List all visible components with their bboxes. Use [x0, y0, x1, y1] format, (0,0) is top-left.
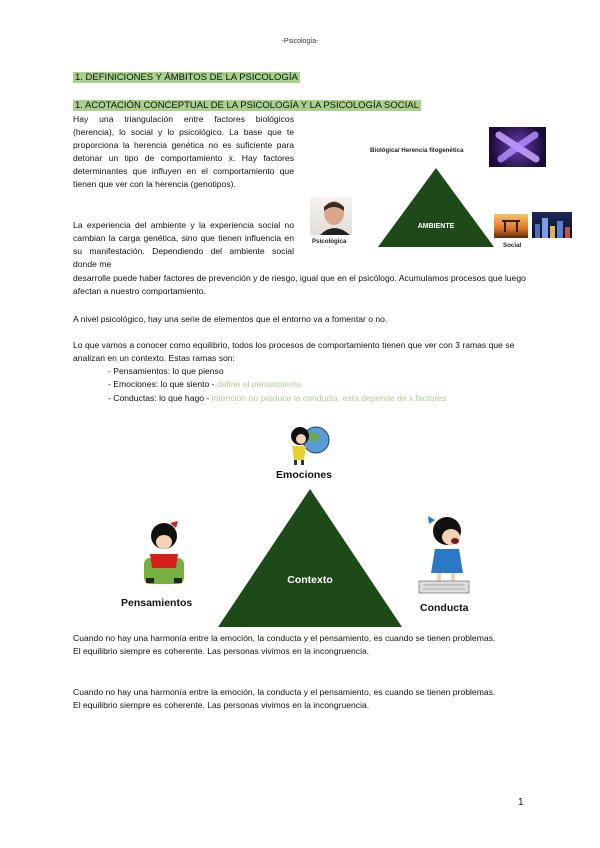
list-item-behaviors: - Conductas: lo que hago - intención no produce la conducta, esta depende de x factores: [108, 392, 447, 403]
contexto-label: Contexto: [287, 574, 333, 586]
biological-label: Biológica/ Herencia filogenética: [370, 147, 464, 154]
mafalda-globe-icon: [284, 420, 334, 466]
psychological-label: Psicológica: [312, 238, 347, 245]
page-number: 1: [518, 797, 524, 808]
mafalda-sitting-icon: [140, 520, 190, 590]
note-behaviors: intención no produce la conducta, esta depende de x factores: [211, 392, 447, 403]
paragraph-triangulation: Hay una triangulación entre factores biológicos (herencia), lo social y lo psicológico. La base que te proporciona la herencia genética no es suficiente para detonar un tipo de comportamiento x. Hay factores determinantes que influyen en el comportamiento que tienen que ver con la herencia (genotipos).: [73, 114, 294, 189]
subsection-heading-text: 1. ACOTACIÓN CONCEPTUAL DE LA PSICOLOGÍA Y LA PSICOLOGÍA SOCIAL: [75, 100, 419, 111]
paragraph-harmony-2: Cuando no hay una harmonía entre la emoción, la conducta y el pensamiento, es cuando se tienen problemas. El equilibrio siempre es coherente. Las personas vivimos en la incongruencia.: [73, 687, 496, 710]
list-item-thoughts: - Pensamientos: lo que pienso: [108, 366, 224, 376]
mafalda-shouting-icon: [415, 515, 477, 595]
paragraph-psychological-level: A nivel psicológico, hay una serie de elementos que el entorno va a fomentar o no.: [73, 314, 388, 324]
running-header: -Psicología-: [281, 38, 319, 45]
social-label: Social: [503, 242, 522, 249]
list-item-emotions: - Emociones: lo que siento - define el pensamiento: [108, 379, 302, 390]
paragraph-environment: La experiencia del ambiente y la experiencia social no cambian la carga genética, sino que tienen influencia en su manifestación. Dependiendo del ambiente social donde me: [73, 220, 294, 269]
paragraph-harmony-1: Cuando no hay una harmonía entre la emoción, la conducta y el pensamiento, es cuando se tienen problemas. El equilibrio siempre es coherente. Las personas vivimos en la incongruencia.: [73, 633, 496, 656]
paragraph-environment-continued: desarrolle puede haber factores de prevención y de riesgo, igual que en el psicólogo. Acumulamos procesos que luego afectan a nuestro comportamiento.: [73, 273, 526, 296]
section-heading-text: 1. DEFINICIONES Y ÁMBITOS DE LA PSICOLOGÍA: [75, 72, 298, 83]
note-emotions: define el pensamiento: [216, 379, 302, 390]
behavior-label: Conducta: [420, 602, 469, 614]
ambiente-label: AMBIENTE: [417, 223, 455, 230]
emotions-label: Emociones: [276, 469, 333, 481]
thoughts-label: Pensamientos: [121, 597, 193, 609]
paragraph-balance: Lo que vamos a conocer como equilibrio, todos los procesos de comportamiento tienen que ver con 3 ramas que se analizan en un contexto. Estas ramas son:: [73, 340, 515, 363]
